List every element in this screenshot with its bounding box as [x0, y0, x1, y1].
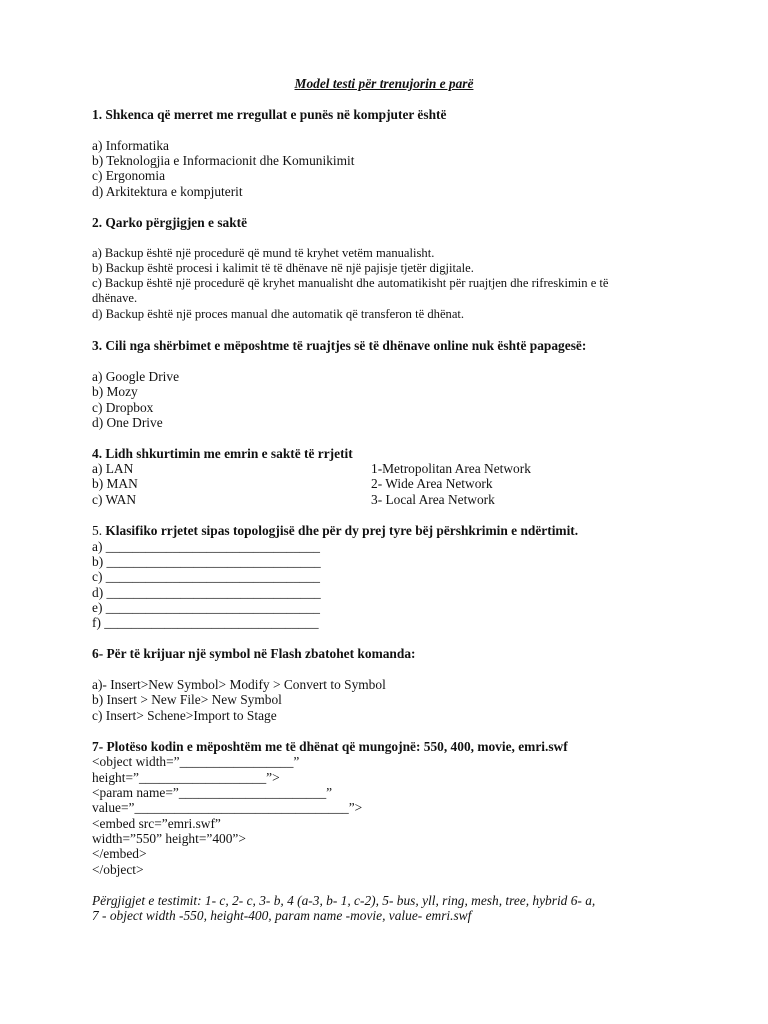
q5-blank-line: d) ________________________________	[92, 585, 321, 600]
q5-blank-line: f) ________________________________	[92, 615, 319, 630]
q4-abbreviation: c) WAN	[92, 492, 137, 507]
q1-option: c) Ergonomia	[92, 168, 166, 183]
q6-option: a)- Insert>New Symbol> Modify > Convert to Symbol	[92, 677, 386, 692]
q7-code-line: <object width=”_________________”	[92, 754, 300, 769]
q4-network-name: 1-Metropolitan Area Network	[371, 461, 531, 476]
q2-option: b) Backup është procesi i kalimit të të dhënave në një pajisje tjetër digjitale.	[92, 261, 474, 275]
answer-key: Përgjigjet e testimit: 1- c, 2- c, 3- b, 4 (a-3, b- 1, c-2), 5- bus, yll, ring, mesh, tree, hybrid 6- a,	[92, 893, 596, 908]
q1-question: 1. Shkenca që merret me rregullat e punës në kompjuter është	[92, 107, 447, 122]
q3-option: b) Mozy	[92, 384, 138, 399]
q1-option: b) Teknologjia e Informacionit dhe Komunikimit	[92, 153, 355, 168]
q7-code-line: </object>	[92, 862, 144, 877]
q7-question: 7- Plotëso kodin e mëposhtëm me të dhënat që mungojnë: 550, 400, movie, emri.swf	[92, 739, 568, 754]
q6-question: 6- Për të krijuar një symbol në Flash zbatohet komanda:	[92, 646, 416, 661]
q4-abbreviation: a) LAN	[92, 461, 134, 476]
q4-network-name: 3- Local Area Network	[371, 492, 495, 507]
q3-option: a) Google Drive	[92, 369, 180, 384]
q2-option: d) Backup është një proces manual dhe automatik që transferon të dhënat.	[92, 307, 465, 321]
q7-code-line: height=”___________________”>	[92, 770, 280, 785]
q2-question: 2. Qarko përgjigjen e saktë	[92, 215, 248, 230]
q5-blank-line: b) ________________________________	[92, 554, 321, 569]
q6-option: c) Insert> Schene>Import to Stage	[92, 708, 277, 723]
q5-number: 5.	[92, 523, 106, 538]
q7-code-line: <param name=”______________________”	[92, 785, 333, 800]
q3-question: 3. Cili nga shërbimet e mëposhtme të ruajtjes së të dhënave online nuk është papagesë:	[92, 338, 587, 353]
q4-network-name: 2- Wide Area Network	[371, 476, 493, 491]
q4-abbreviation: b) MAN	[92, 476, 138, 491]
q7-code-line: </embed>	[92, 846, 147, 861]
q1-option: a) Informatika	[92, 138, 169, 153]
q5-blank-line: c) ________________________________	[92, 569, 321, 584]
q6-option: b) Insert > New File> New Symbol	[92, 692, 282, 707]
answer-key: 7 - object width -550, height-400, param name -movie, value- emri.swf	[92, 908, 472, 923]
q4-question: 4. Lidh shkurtimin me emrin e saktë të rrjetit	[92, 446, 353, 461]
q3-option: d) One Drive	[92, 415, 163, 430]
q1-option: d) Arkitektura e kompjuterit	[92, 184, 243, 199]
q3-option: c) Dropbox	[92, 400, 154, 415]
q5-blank-line: a) ________________________________	[92, 539, 321, 554]
q5-question-text: Klasifiko rrjetet sipas topologjisë dhe për dy prej tyre bëj përshkrimin e ndërtimit.	[105, 523, 579, 538]
q2-option-continued: dhënave.	[92, 291, 138, 305]
q7-code-line: value=”________________________________”>	[92, 800, 363, 815]
q2-option: a) Backup është një procedurë që mund të kryhet vetëm manualisht.	[92, 246, 435, 260]
q2-option: c) Backup është një procedurë që kryhet manualisht dhe automatikisht për ruajtjen dhe rifreskimin e të	[92, 276, 609, 290]
q5-blank-line: e) ________________________________	[92, 600, 321, 615]
page-title: Model testi për trenujorin e parë	[294, 76, 474, 91]
q5-question	[92, 523, 578, 539]
q7-code-line: <embed src=”emri.swf”	[92, 816, 221, 831]
q7-code-line: width=”550” height=”400”>	[92, 831, 246, 846]
